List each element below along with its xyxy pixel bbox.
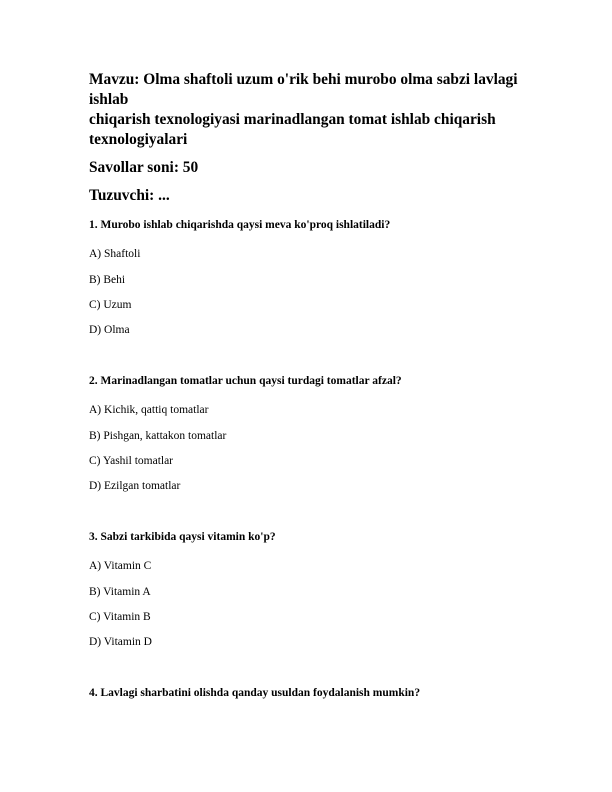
question-3-option-b: B) Vitamin A xyxy=(89,586,151,598)
document-title-line-2: chiqarish texnologiyasi marinadlangan tomat ishlab chiqarish xyxy=(89,111,496,128)
document-title-line-3: texnologiyalari xyxy=(89,131,188,148)
question-2-option-c: C) Yashil tomatlar xyxy=(89,455,174,467)
question-2-option-d: D) Ezilgan tomatlar xyxy=(89,480,181,492)
document-header xyxy=(89,70,539,206)
question-3-option-c: C) Vitamin B xyxy=(89,611,151,623)
question-3-text: 3. Sabzi tarkibida qaysi vitamin ko'p? xyxy=(89,531,276,543)
question-1-option-c: C) Uzum xyxy=(89,299,132,311)
question-4 xyxy=(89,686,549,700)
question-4-text: 4. Lavlagi sharbatini olishda qanday usuldan foydalanish mumkin? xyxy=(89,687,421,699)
question-count: Savollar soni: 50 xyxy=(89,159,199,176)
question-1-option-a: A) Shaftoli xyxy=(89,248,141,260)
question-1-option-b: B) Behi xyxy=(89,274,126,286)
author-line: Tuzuvchi: ... xyxy=(89,187,170,204)
question-3-option-d: D) Vitamin D xyxy=(89,636,152,648)
question-2-option-a: A) Kichik, qattiq tomatlar xyxy=(89,404,209,416)
question-2 xyxy=(89,374,549,492)
question-2-text: 2. Marinadlangan tomatlar uchun qaysi turdagi tomatlar afzal? xyxy=(89,375,402,387)
document-title-line-1: Mavzu: Olma shaftoli uzum o'rik behi murobo olma sabzi lavlagi ishlab xyxy=(89,71,518,108)
question-1-option-d: D) Olma xyxy=(89,324,130,336)
question-3 xyxy=(89,530,549,648)
question-1-text: 1. Murobo ishlab chiqarishda qaysi meva ko'proq ishlatiladi? xyxy=(89,219,391,231)
question-1 xyxy=(89,218,549,336)
question-3-option-a: A) Vitamin C xyxy=(89,560,152,572)
question-2-option-b: B) Pishgan, kattakon tomatlar xyxy=(89,430,227,442)
